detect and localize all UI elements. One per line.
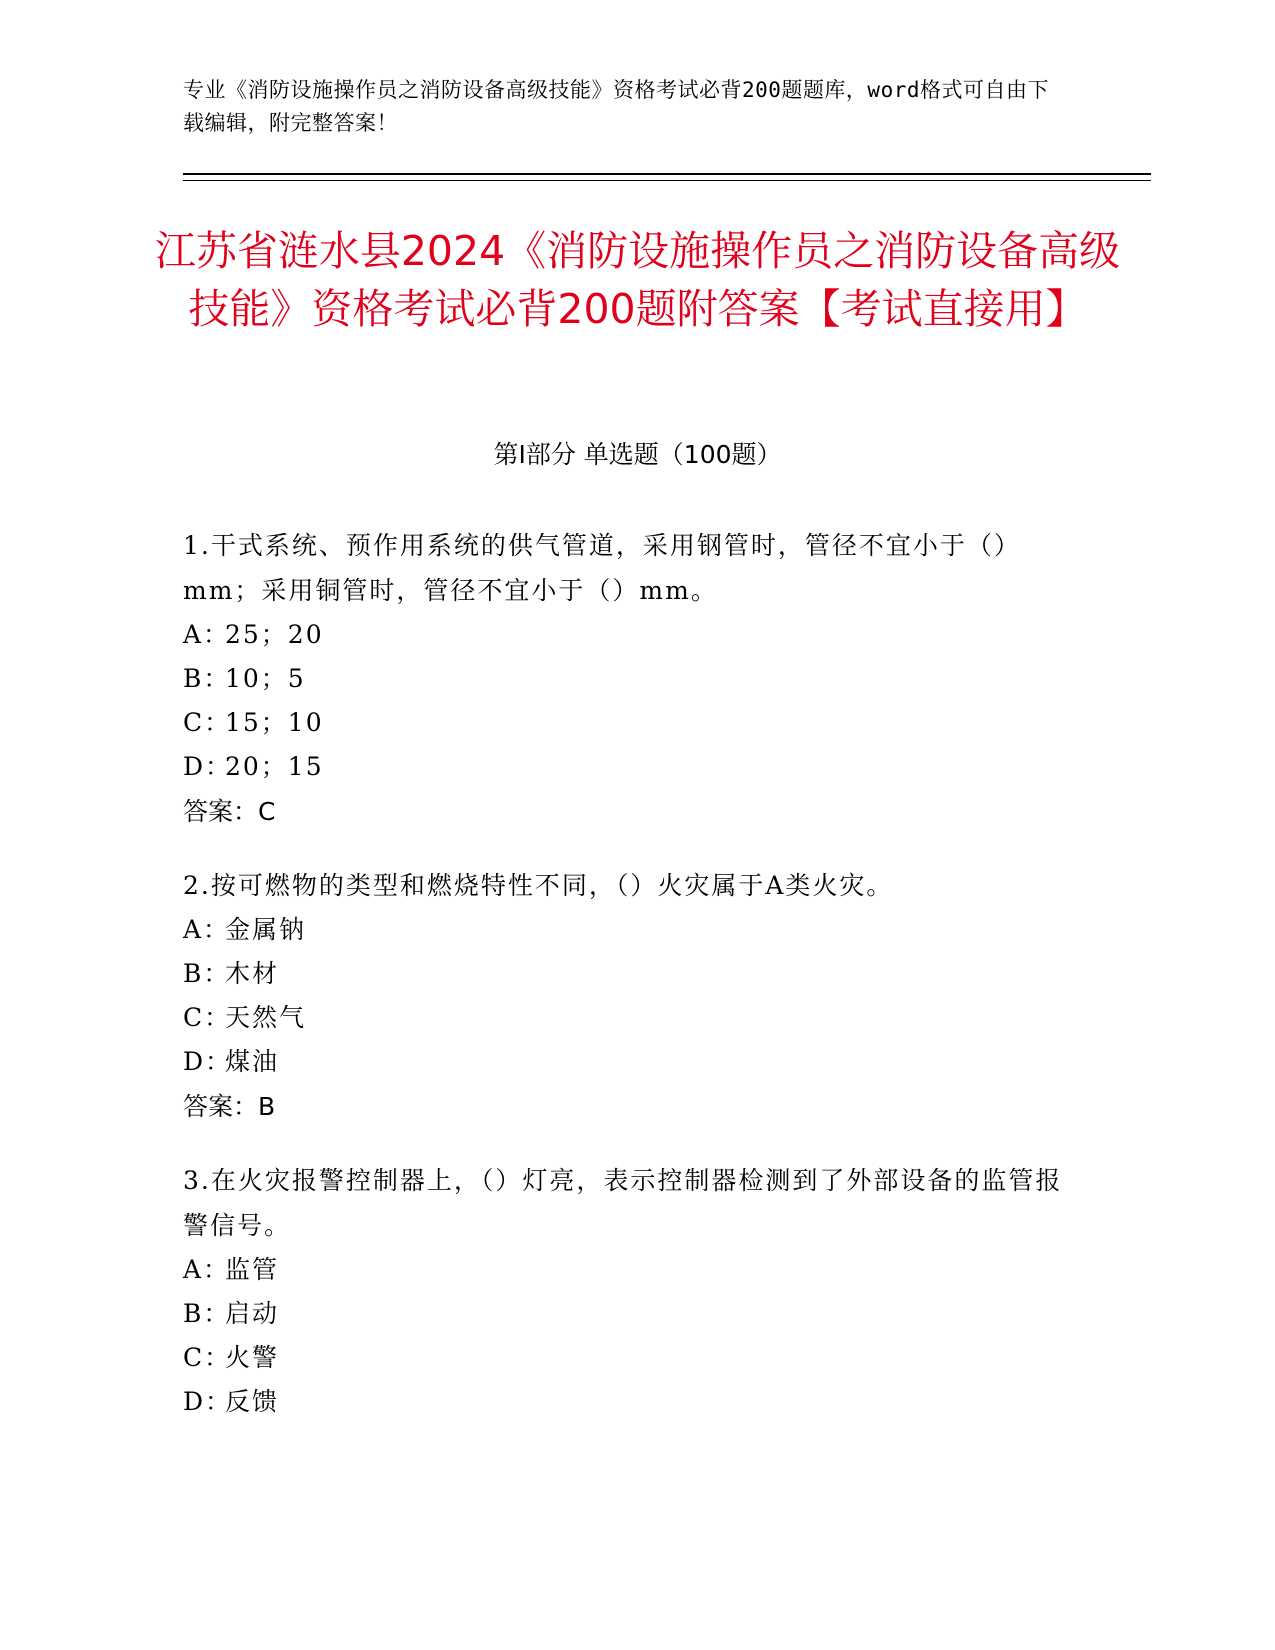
option-text: 25；20 bbox=[225, 620, 324, 649]
option-text: 15；10 bbox=[225, 708, 324, 737]
option-b bbox=[183, 657, 1083, 701]
question-3 bbox=[183, 1158, 1083, 1424]
option-letter: D： bbox=[183, 1047, 233, 1076]
option-letter: A： bbox=[183, 620, 231, 649]
option-letter: B： bbox=[183, 664, 231, 693]
question-2 bbox=[183, 863, 1083, 1130]
option-letter: A： bbox=[183, 1255, 231, 1284]
option-a bbox=[183, 1248, 1083, 1292]
option-text: 金属钠 bbox=[225, 915, 307, 944]
option-text: 火警 bbox=[225, 1343, 280, 1372]
option-a bbox=[183, 908, 1083, 952]
question-list bbox=[183, 523, 1083, 1452]
option-b bbox=[183, 952, 1083, 996]
option-text: 10；5 bbox=[225, 664, 306, 693]
option-text: 天然气 bbox=[225, 1003, 307, 1032]
option-d bbox=[183, 1040, 1083, 1084]
option-letter: B： bbox=[183, 959, 231, 988]
option-d bbox=[183, 1380, 1083, 1424]
header-note: 专业《消防设施操作员之消防设备高级技能》资格考试必背200题题库，word格式可自由下载编辑，附完整答案！ bbox=[183, 78, 1049, 135]
option-letter: C： bbox=[183, 708, 232, 737]
option-letter: D： bbox=[183, 752, 233, 781]
question-stem: 1.干式系统、预作用系统的供气管道，采用钢管时，管径不宜小于（）mm；采用铜管时，管径不宜小于（）mm。 bbox=[183, 531, 1021, 605]
option-text: 20；15 bbox=[225, 752, 324, 781]
option-text: 监管 bbox=[225, 1255, 280, 1284]
option-letter: B： bbox=[183, 1299, 231, 1328]
option-text: 木材 bbox=[225, 959, 280, 988]
document-title: 江苏省涟水县2024《消防设施操作员之消防设备高级技能》资格考试必背200题附答案【考试直接用】 bbox=[154, 227, 1121, 333]
question-stem: 2.按可燃物的类型和燃烧特性不同，（）火灾属于A类火灾。 bbox=[183, 871, 894, 900]
option-letter: C： bbox=[183, 1003, 232, 1032]
header-divider-thick bbox=[183, 173, 1151, 175]
option-text: 煤油 bbox=[225, 1047, 280, 1076]
question-stem: 3.在火灾报警控制器上，（）灯亮，表示控制器检测到了外部设备的监管报警信号。 bbox=[183, 1166, 1063, 1240]
question-1 bbox=[183, 523, 1083, 835]
section-title: 第Ⅰ部分 单选题（100题） bbox=[493, 440, 782, 469]
option-d bbox=[183, 745, 1083, 789]
option-text: 启动 bbox=[225, 1299, 280, 1328]
option-letter: C： bbox=[183, 1343, 232, 1372]
option-b bbox=[183, 1292, 1083, 1336]
answer-line: 答案：C bbox=[183, 797, 276, 826]
option-c bbox=[183, 996, 1083, 1040]
option-c bbox=[183, 701, 1083, 745]
answer-line: 答案：B bbox=[183, 1092, 276, 1121]
option-a bbox=[183, 613, 1083, 657]
header-divider-thin bbox=[183, 180, 1151, 181]
option-text: 反馈 bbox=[225, 1387, 280, 1416]
option-letter: D： bbox=[183, 1387, 233, 1416]
option-c bbox=[183, 1336, 1083, 1380]
option-letter: A： bbox=[183, 915, 231, 944]
